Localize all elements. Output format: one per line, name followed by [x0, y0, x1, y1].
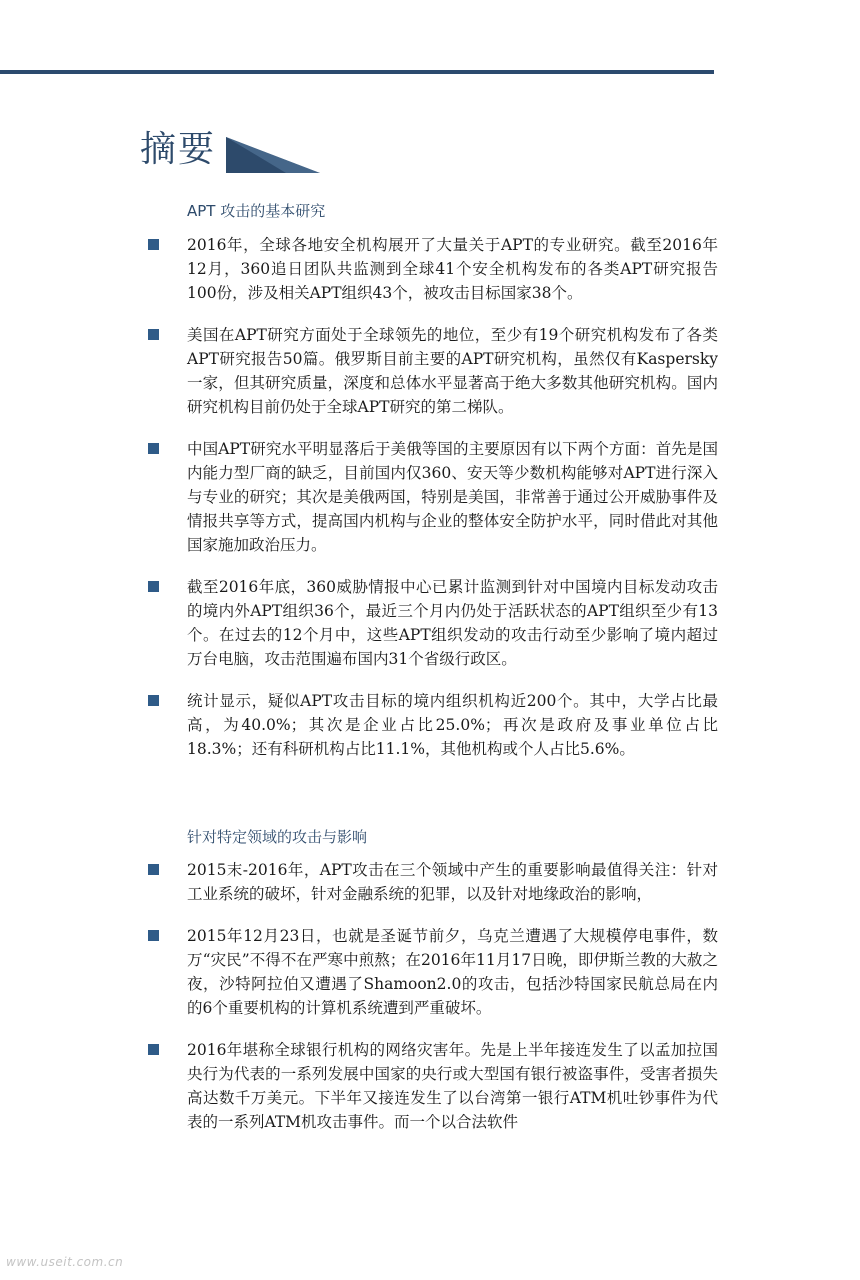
square-bullet-icon	[148, 930, 159, 941]
bullet-list-targeted-attacks	[148, 858, 718, 1152]
list-item	[148, 437, 718, 557]
wedge-icon	[226, 135, 322, 175]
list-item	[148, 233, 718, 305]
list-item	[148, 924, 718, 1020]
square-bullet-icon	[148, 443, 159, 454]
item-text: 2015年12月23日，也就是圣诞节前夕，乌克兰遭遇了大规模停电事件，数万“灾民”不得不在严寒中煎熬；在2016年11月17日晚，即伊斯兰教的大赦之夜，沙特阿拉伯又遭遇了Shamoon2.0的攻击，包括沙特国家民航总局在内的6个重要机构的计算机系统遭到严重破坏。	[187, 927, 718, 1017]
list-item	[148, 1038, 718, 1134]
top-rule	[0, 70, 714, 74]
square-bullet-icon	[148, 239, 159, 250]
list-item	[148, 323, 718, 419]
square-bullet-icon	[148, 695, 159, 706]
watermark: www.useit.com.cn	[6, 1255, 124, 1269]
square-bullet-icon	[148, 864, 159, 875]
item-text: 截至2016年底，360威胁情报中心已累计监测到针对中国境内目标发动攻击的境内外APT组织36个，最近三个月内仍处于活跃状态的APT组织至少有13个。在过去的12个月中，这些APT组织发动的攻击行动至少影响了境内超过万台电脑，攻击范围遍布国内31个省级行政区。	[187, 578, 718, 668]
item-text: 2016年堪称全球银行机构的网络灾害年。先是上半年接连发生了以孟加拉国央行为代表的一系列发展中国家的央行或大型国有银行被盗事件，受害者损失高达数千万美元。下半年又接连发生了以台湾第一银行ATM机吐钞事件为代表的一系列ATM机攻击事件。而一个以合法软件	[187, 1041, 718, 1131]
section-heading-targeted-attacks: 针对特定领域的攻击与影响	[187, 828, 368, 846]
square-bullet-icon	[148, 329, 159, 340]
item-text: 统计显示，疑似APT攻击目标的境内组织机构近200个。其中，大学占比最高，为40.0%；其次是企业占比25.0%；再次是政府及事业单位占比18.3%；还有科研机构占比11.1%，其他机构或个人占比5.6%。	[187, 692, 718, 758]
bullet-list-basic-research	[148, 233, 718, 779]
item-text: 美国在APT研究方面处于全球领先的地位，至少有19个研究机构发布了各类APT研究报告50篇。俄罗斯目前主要的APT研究机构，虽然仅有Kaspersky一家，但其研究质量，深度和总体水平显著高于绝大多数其他研究机构。国内研究机构目前仍处于全球APT研究的第二梯队。	[187, 326, 718, 416]
page-title: 摘要	[140, 129, 217, 170]
section-heading-basic-research: APT 攻击的基本研究	[187, 202, 326, 220]
item-text: 2015末-2016年，APT攻击在三个领域中产生的重要影响最值得关注：针对工业系统的破坏，针对金融系统的犯罪，以及针对地缘政治的影响，	[187, 861, 718, 903]
item-text: 2016年，全球各地安全机构展开了大量关于APT的专业研究。截至2016年12月，360追日团队共监测到全球41个安全机构发布的各类APT研究报告100份，涉及相关APT组织43个，被攻击目标国家38个。	[187, 236, 718, 302]
item-text: 中国APT研究水平明显落后于美俄等国的主要原因有以下两个方面：首先是国内能力型厂商的缺乏，目前国内仅360、安天等少数机构能够对APT进行深入与专业的研究；其次是美俄两国，特别是美国，非常善于通过公开威胁事件及情报共享等方式，提高国内机构与企业的整体安全防护水平，同时借此对其他国家施加政治压力。	[187, 440, 718, 554]
title-block	[140, 126, 322, 174]
list-item	[148, 858, 718, 906]
list-item	[148, 575, 718, 671]
list-item	[148, 689, 718, 761]
square-bullet-icon	[148, 1044, 159, 1055]
square-bullet-icon	[148, 581, 159, 592]
